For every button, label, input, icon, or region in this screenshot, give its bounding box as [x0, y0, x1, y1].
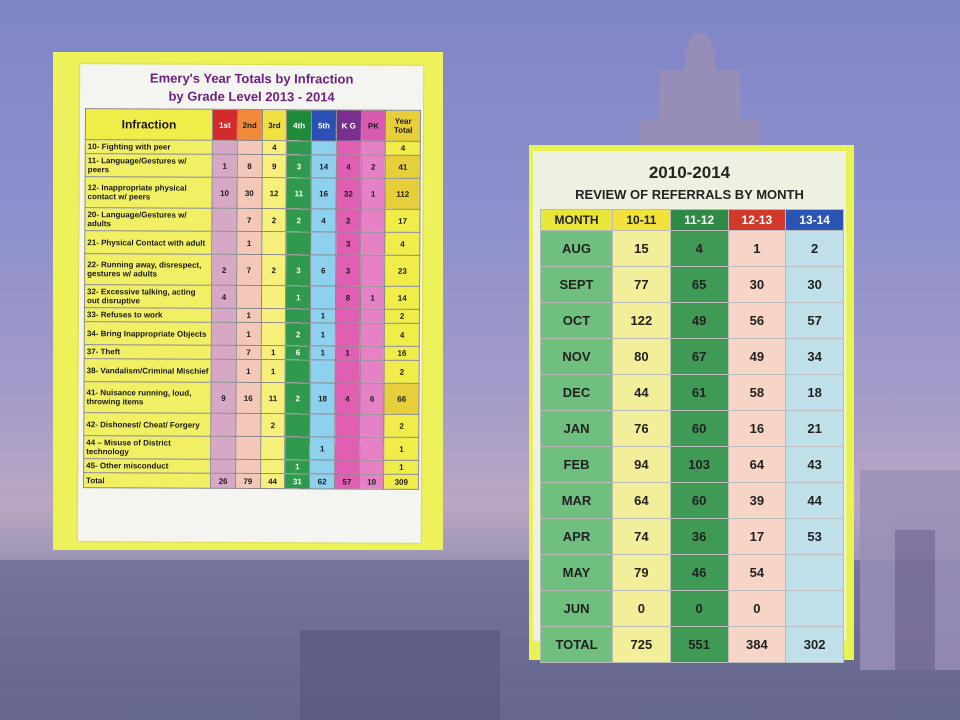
- infraction-value-cell: [211, 413, 236, 436]
- referrals-value-cell: 74: [613, 519, 671, 555]
- infraction-value-cell: [360, 232, 385, 255]
- infraction-value-cell: [311, 141, 336, 155]
- infraction-value-cell: 3: [336, 255, 361, 286]
- referrals-month-label: FEB: [541, 447, 613, 483]
- infraction-value-cell: [335, 437, 360, 460]
- referrals-row: [541, 267, 844, 303]
- infraction-value-cell: 2: [286, 209, 311, 232]
- infraction-value-cell: 41: [386, 155, 421, 178]
- referrals-month-label: TOTAL: [541, 627, 613, 663]
- referrals-month-label: NOV: [541, 339, 613, 375]
- referrals-row: [541, 375, 844, 411]
- infraction-header-cell: Year Total: [386, 110, 421, 141]
- infraction-value-cell: 16: [385, 346, 420, 360]
- infraction-row: [84, 436, 419, 461]
- referrals-value-cell: 2: [786, 231, 844, 267]
- infraction-value-cell: 2: [385, 309, 420, 323]
- referrals-title-line1: 2010-2014: [648, 163, 731, 182]
- referrals-value-cell: 46: [670, 555, 728, 591]
- infraction-value-cell: 1: [384, 437, 419, 460]
- infraction-value-cell: [236, 285, 261, 308]
- referrals-header-cell: MONTH: [541, 210, 613, 231]
- infraction-value-cell: 4: [386, 141, 421, 155]
- infraction-header-cell: PK: [361, 110, 386, 141]
- referrals-value-cell: 30: [728, 267, 786, 303]
- infraction-photo: [53, 52, 443, 550]
- referrals-value-cell: [786, 555, 844, 591]
- referrals-value-cell: 21: [786, 411, 844, 447]
- infraction-value-cell: 79: [235, 473, 260, 488]
- infraction-value-cell: [211, 459, 236, 473]
- referrals-value-cell: 61: [670, 375, 728, 411]
- referrals-month-label: JAN: [541, 411, 613, 447]
- infraction-label: 22- Running away, disrespect, gestures w/ adults: [85, 254, 212, 286]
- infraction-value-cell: [235, 459, 260, 473]
- infraction-value-cell: [310, 460, 335, 474]
- infraction-value-cell: 16: [236, 382, 261, 413]
- infraction-value-cell: [361, 209, 386, 232]
- referrals-value-cell: 39: [728, 483, 786, 519]
- referrals-value-cell: 15: [613, 231, 671, 267]
- infraction-value-cell: [261, 309, 286, 323]
- infraction-value-cell: 4: [385, 232, 420, 255]
- infraction-value-cell: 2: [384, 414, 419, 437]
- infraction-value-cell: 2: [385, 360, 420, 383]
- referrals-value-cell: 79: [613, 555, 671, 591]
- referrals-header-cell: 11-12: [670, 210, 728, 231]
- infraction-row: [84, 285, 419, 310]
- infraction-value-cell: 3: [336, 232, 361, 255]
- infraction-value-cell: [336, 141, 361, 155]
- infraction-title-line1: Emery's Year Totals by Infraction: [149, 70, 354, 87]
- infraction-value-cell: 31: [285, 474, 310, 489]
- referrals-value-cell: 44: [786, 483, 844, 519]
- infraction-value-cell: 1: [237, 231, 262, 254]
- infraction-label: 34- Bring Inappropriate Objects: [84, 322, 211, 346]
- infraction-value-cell: [260, 437, 285, 460]
- referrals-row: [541, 231, 844, 267]
- infraction-header-row: [85, 109, 420, 142]
- referrals-value-cell: 58: [728, 375, 786, 411]
- referrals-value-cell: 77: [613, 267, 671, 303]
- infraction-value-cell: 9: [211, 382, 236, 413]
- infraction-label: 44 – Misuse of District technology: [84, 436, 211, 460]
- referrals-value-cell: 76: [613, 411, 671, 447]
- infraction-value-cell: [311, 286, 336, 309]
- infraction-value-cell: 2: [286, 323, 311, 346]
- infraction-value-cell: 1: [310, 346, 335, 360]
- infraction-value-cell: 2: [285, 383, 310, 414]
- referrals-row: [541, 519, 844, 555]
- infraction-header-cell: 3rd: [262, 110, 287, 141]
- infraction-value-cell: [335, 360, 360, 383]
- infraction-label: 37- Theft: [84, 345, 211, 360]
- referrals-month-label: SEPT: [541, 267, 613, 303]
- referrals-value-cell: 384: [728, 627, 786, 663]
- infraction-value-cell: [212, 140, 237, 154]
- referrals-month-label: OCT: [541, 303, 613, 339]
- infraction-value-cell: 1: [360, 286, 385, 309]
- infraction-value-cell: 10: [212, 177, 237, 208]
- referrals-value-cell: 17: [728, 519, 786, 555]
- infraction-value-cell: 62: [310, 474, 335, 489]
- infraction-label: 21- Physical Contact with adult: [85, 231, 212, 255]
- infraction-value-cell: 112: [385, 178, 420, 209]
- infraction-value-cell: [360, 360, 385, 383]
- infraction-value-cell: 1: [286, 286, 311, 309]
- infraction-value-cell: [311, 232, 336, 255]
- infraction-value-cell: 1: [361, 178, 386, 209]
- referrals-value-cell: 36: [670, 519, 728, 555]
- referrals-table: [540, 209, 844, 663]
- infraction-value-cell: 32: [336, 178, 361, 209]
- referrals-month-label: MAR: [541, 483, 613, 519]
- infraction-value-cell: 30: [237, 177, 262, 208]
- infraction-label: 11- Language/Gestures w/ peers: [85, 154, 212, 178]
- referrals-value-cell: 16: [728, 411, 786, 447]
- referrals-value-cell: 49: [670, 303, 728, 339]
- referrals-sheet: [533, 151, 846, 652]
- infraction-row: [84, 413, 419, 438]
- infraction-value-cell: 1: [236, 322, 261, 345]
- infraction-row: [84, 322, 419, 347]
- referrals-header-cell: 12-13: [728, 210, 786, 231]
- infraction-value-cell: 4: [212, 285, 237, 308]
- infraction-row: [85, 254, 420, 287]
- infraction-sheet: [78, 64, 423, 543]
- infraction-label: 42- Dishonest/ Cheat/ Forgery: [84, 413, 211, 437]
- infraction-value-cell: 1: [261, 346, 286, 360]
- referrals-row: [541, 411, 844, 447]
- infraction-value-cell: [286, 309, 311, 323]
- infraction-value-cell: 2: [260, 414, 285, 437]
- referrals-value-cell: [786, 591, 844, 627]
- referrals-value-cell: 34: [786, 339, 844, 375]
- referrals-value-cell: 49: [728, 339, 786, 375]
- infraction-value-cell: 3: [286, 255, 311, 286]
- infraction-value-cell: [285, 437, 310, 460]
- infraction-value-cell: [310, 360, 335, 383]
- referrals-title-line2: REVIEW OF REFERRALS BY MONTH: [575, 187, 804, 202]
- infraction-value-cell: 1: [335, 346, 360, 360]
- infraction-value-cell: 1: [236, 308, 261, 322]
- referrals-month-label: APR: [541, 519, 613, 555]
- infraction-value-cell: 4: [335, 383, 360, 414]
- referrals-value-cell: 302: [786, 627, 844, 663]
- infraction-value-cell: [359, 437, 384, 460]
- infraction-value-cell: 2: [336, 209, 361, 232]
- referrals-value-cell: 60: [670, 411, 728, 447]
- infraction-value-cell: 2: [261, 255, 286, 286]
- infraction-value-cell: 66: [384, 383, 419, 414]
- infraction-value-cell: 11: [261, 383, 286, 414]
- referrals-header-row: [541, 210, 844, 231]
- referrals-row: [541, 555, 844, 591]
- infraction-value-cell: 7: [236, 254, 261, 285]
- referrals-month-label: AUG: [541, 231, 613, 267]
- referrals-value-cell: 0: [670, 591, 728, 627]
- referrals-row: [541, 339, 844, 375]
- infraction-value-cell: 23: [385, 255, 420, 286]
- infraction-value-cell: [359, 414, 384, 437]
- infraction-value-cell: [361, 141, 386, 155]
- infraction-value-cell: 2: [212, 254, 237, 285]
- infraction-value-cell: 14: [311, 155, 336, 178]
- referrals-row: [541, 591, 844, 627]
- infraction-value-cell: 7: [236, 345, 261, 359]
- infraction-value-cell: [236, 413, 261, 436]
- infraction-row: [84, 359, 419, 384]
- infraction-value-cell: [211, 436, 236, 459]
- infraction-value-cell: 9: [262, 155, 287, 178]
- infraction-value-cell: 4: [311, 209, 336, 232]
- infraction-value-cell: [359, 460, 384, 474]
- referrals-value-cell: 122: [613, 303, 671, 339]
- infraction-value-cell: [211, 345, 236, 359]
- infraction-label: 38- Vandalism/Criminal Mischief: [84, 359, 211, 383]
- infraction-header-cell: 5th: [312, 110, 337, 141]
- infraction-value-cell: 17: [385, 209, 420, 232]
- infraction-value-cell: 11: [286, 178, 311, 209]
- infraction-value-cell: 1: [261, 360, 286, 383]
- infraction-value-cell: [360, 323, 385, 346]
- referrals-row: [541, 447, 844, 483]
- infraction-value-cell: 44: [260, 474, 285, 489]
- infraction-title-line2: by Grade Level 2013 - 2014: [168, 88, 335, 105]
- referrals-month-label: MAY: [541, 555, 613, 591]
- infraction-value-cell: 1: [311, 309, 336, 323]
- infraction-header-cell: 2nd: [237, 109, 262, 140]
- referrals-value-cell: 94: [613, 447, 671, 483]
- referrals-row: [541, 303, 844, 339]
- infraction-row: [85, 231, 420, 256]
- infraction-value-cell: [211, 308, 236, 322]
- infraction-row: [85, 177, 420, 210]
- infraction-value-cell: [310, 414, 335, 437]
- referrals-value-cell: 43: [786, 447, 844, 483]
- referrals-value-cell: 725: [613, 627, 671, 663]
- referrals-row: [541, 627, 844, 663]
- referrals-value-cell: 30: [786, 267, 844, 303]
- infraction-label: 10- Fighting with peer: [85, 140, 212, 155]
- infraction-label: 32- Excessive talking, acting out disruptive: [84, 285, 211, 309]
- infraction-value-cell: 1: [285, 460, 310, 474]
- referrals-month-label: JUN: [541, 591, 613, 627]
- infraction-value-cell: [211, 322, 236, 345]
- referrals-photo: [529, 145, 854, 660]
- infraction-value-cell: [261, 232, 286, 255]
- referrals-value-cell: 64: [613, 483, 671, 519]
- infraction-value-cell: 12: [262, 178, 287, 209]
- referrals-value-cell: 60: [670, 483, 728, 519]
- infraction-value-cell: [285, 414, 310, 437]
- infraction-value-cell: 16: [311, 178, 336, 209]
- infraction-value-cell: 2: [361, 155, 386, 178]
- infraction-value-cell: [236, 436, 261, 459]
- infraction-value-cell: [212, 208, 237, 231]
- infraction-value-cell: 4: [262, 141, 287, 155]
- infraction-value-cell: [335, 460, 360, 474]
- referrals-header-cell: 10-11: [613, 210, 671, 231]
- referrals-value-cell: 551: [670, 627, 728, 663]
- referrals-value-cell: 1: [728, 231, 786, 267]
- infraction-value-cell: [335, 309, 360, 323]
- infraction-value-cell: [287, 141, 312, 155]
- infraction-row: [84, 382, 419, 415]
- infraction-value-cell: [237, 140, 262, 154]
- referrals-value-cell: 0: [613, 591, 671, 627]
- infraction-row: [85, 208, 420, 233]
- referrals-value-cell: 44: [613, 375, 671, 411]
- infraction-value-cell: [335, 323, 360, 346]
- infraction-label: 33- Refuses to work: [84, 308, 211, 323]
- infraction-row: [85, 154, 420, 179]
- infraction-label: Total: [84, 473, 211, 489]
- infraction-table: [83, 108, 421, 490]
- referrals-value-cell: 56: [728, 303, 786, 339]
- infraction-value-cell: 26: [211, 473, 236, 488]
- referrals-value-cell: 64: [728, 447, 786, 483]
- infraction-value-cell: 18: [310, 383, 335, 414]
- infraction-value-cell: [261, 286, 286, 309]
- referrals-value-cell: 4: [670, 231, 728, 267]
- infraction-value-cell: [360, 255, 385, 286]
- infraction-row: [84, 473, 419, 490]
- infraction-header-cell: 4th: [287, 110, 312, 141]
- referrals-header-cell: 13-14: [786, 210, 844, 231]
- infraction-value-cell: 1: [384, 460, 419, 474]
- referrals-value-cell: 18: [786, 375, 844, 411]
- infraction-header-cell: Infraction: [85, 109, 212, 141]
- infraction-value-cell: [360, 346, 385, 360]
- infraction-value-cell: [261, 323, 286, 346]
- infraction-value-cell: [260, 460, 285, 474]
- infraction-value-cell: 57: [334, 474, 359, 489]
- infraction-header-cell: K G: [336, 110, 361, 141]
- infraction-value-cell: 309: [384, 474, 419, 489]
- infraction-value-cell: 1: [212, 154, 237, 177]
- infraction-value-cell: 8: [237, 154, 262, 177]
- referrals-value-cell: 54: [728, 555, 786, 591]
- infraction-value-cell: 1: [310, 437, 335, 460]
- infraction-value-cell: [285, 360, 310, 383]
- infraction-value-cell: 6: [286, 346, 311, 360]
- infraction-label: 12- Inappropriate physical contact w/ peers: [85, 177, 212, 209]
- infraction-value-cell: [212, 231, 237, 254]
- infraction-value-cell: 1: [310, 323, 335, 346]
- infraction-header-cell: 1st: [212, 109, 237, 140]
- infraction-value-cell: 7: [237, 208, 262, 231]
- infraction-value-cell: 3: [287, 155, 312, 178]
- infraction-value-cell: [286, 232, 311, 255]
- infraction-value-cell: 4: [336, 155, 361, 178]
- infraction-value-cell: [211, 359, 236, 382]
- infraction-value-cell: [360, 309, 385, 323]
- referrals-value-cell: 57: [786, 303, 844, 339]
- infraction-value-cell: 6: [311, 255, 336, 286]
- infraction-value-cell: 10: [359, 474, 384, 489]
- referrals-value-cell: 67: [670, 339, 728, 375]
- referrals-month-label: DEC: [541, 375, 613, 411]
- referrals-value-cell: 80: [613, 339, 671, 375]
- infraction-value-cell: 14: [385, 286, 420, 309]
- infraction-value-cell: 8: [335, 286, 360, 309]
- referrals-value-cell: 103: [670, 447, 728, 483]
- infraction-label: 41- Nuisance running, loud, throwing items: [84, 382, 211, 414]
- infraction-label: 20- Language/Gestures w/ adults: [85, 208, 212, 232]
- infraction-label: 45- Other misconduct: [84, 459, 211, 474]
- infraction-value-cell: 2: [262, 209, 287, 232]
- referrals-value-cell: 53: [786, 519, 844, 555]
- infraction-value-cell: 6: [360, 383, 385, 414]
- referrals-value-cell: 65: [670, 267, 728, 303]
- referrals-value-cell: 0: [728, 591, 786, 627]
- referrals-row: [541, 483, 844, 519]
- infraction-value-cell: [335, 414, 360, 437]
- infraction-value-cell: 4: [385, 323, 420, 346]
- infraction-value-cell: 1: [236, 359, 261, 382]
